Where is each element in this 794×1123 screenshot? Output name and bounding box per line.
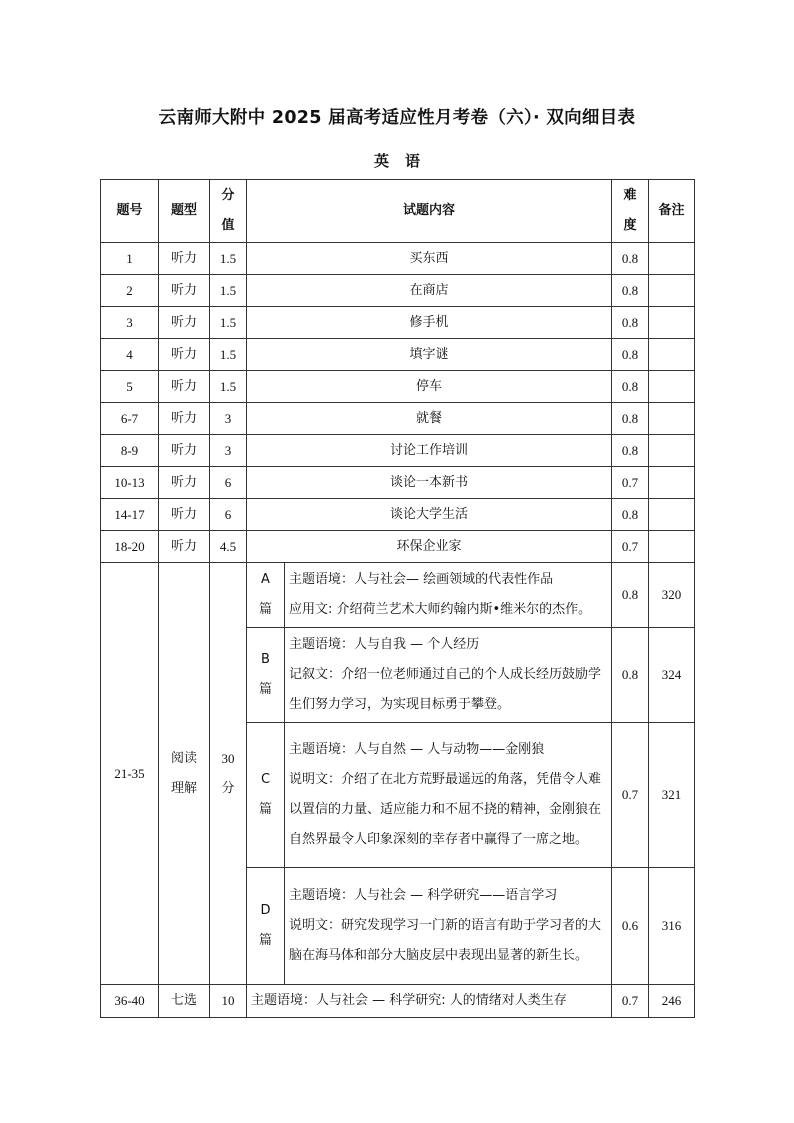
page-title: 云南师大附中 2025 届高考适应性月考卷（六）· 双向细目表: [158, 108, 636, 128]
passage-line: 主题语境：人与自然 — 人与动物——金刚狼: [289, 742, 545, 757]
row-content: 在商店: [247, 275, 612, 307]
header-type: 题型: [159, 180, 210, 243]
header-score-top: 分: [221, 188, 235, 203]
table-row: [101, 339, 695, 371]
seven-diff: 0.7: [612, 985, 649, 1018]
row-score: 1.5: [210, 307, 247, 339]
table-row: [101, 275, 695, 307]
row-difficulty: 0.8: [612, 435, 649, 467]
seven-score: 10: [210, 985, 247, 1018]
passage-diff-c: 0.7: [612, 723, 649, 868]
passage-label-c: [247, 723, 285, 868]
reading-score: [210, 563, 247, 985]
row-difficulty: 0.8: [612, 307, 649, 339]
row-type: 听力: [159, 275, 210, 307]
row-num: 4: [101, 339, 159, 371]
reading-type-top: 阅读: [170, 750, 197, 766]
row-score: 3: [210, 435, 247, 467]
row-note: [649, 435, 695, 467]
row-num: 18-20: [101, 531, 159, 563]
row-type: 听力: [159, 339, 210, 371]
row-content: 谈论一本新书: [247, 467, 612, 499]
row-num: 8-9: [101, 435, 159, 467]
header-difficulty: [612, 180, 649, 243]
passage-pian: 篇: [258, 682, 272, 697]
row-num: 5: [101, 371, 159, 403]
seven-choice-row: [101, 985, 695, 1018]
row-content: 讨论工作培训: [247, 435, 612, 467]
row-content: 谈论大学生活: [247, 499, 612, 531]
passage-content-a: [285, 563, 612, 628]
row-score: 1.5: [210, 371, 247, 403]
row-score: 6: [210, 499, 247, 531]
spec-table: [100, 179, 695, 1018]
reading-score-bottom: 分: [221, 780, 235, 796]
reading-type: [159, 563, 210, 985]
reading-score-top: 30: [221, 750, 235, 766]
header-content: 试题内容: [247, 180, 612, 243]
table-row: [101, 435, 695, 467]
passage-label-d: [247, 868, 285, 985]
row-difficulty: 0.8: [612, 403, 649, 435]
row-note: [649, 275, 695, 307]
row-difficulty: 0.8: [612, 243, 649, 275]
row-score: 1.5: [210, 275, 247, 307]
reading-row-a: [101, 563, 695, 628]
passage-note-d: 316: [649, 868, 695, 985]
passage-note-c: 321: [649, 723, 695, 868]
row-content: 修手机: [247, 307, 612, 339]
header-num: 题号: [101, 180, 159, 243]
header-row: [101, 180, 695, 243]
row-type: 听力: [159, 499, 210, 531]
header-diff-top: 难: [623, 188, 637, 203]
row-score: 3: [210, 403, 247, 435]
table-row: [101, 403, 695, 435]
row-content: 停车: [247, 371, 612, 403]
seven-content: 主题语境：人与社会 — 科学研究: 人的情绪对人类生存: [247, 985, 612, 1018]
passage-label-b: [247, 628, 285, 723]
passage-letter: D: [260, 903, 271, 918]
passage-pian: 篇: [258, 602, 272, 617]
row-num: 6-7: [101, 403, 159, 435]
table-row: [101, 371, 695, 403]
row-type: 听力: [159, 531, 210, 563]
row-note: [649, 243, 695, 275]
row-type: 听力: [159, 467, 210, 499]
row-difficulty: 0.7: [612, 531, 649, 563]
row-note: [649, 371, 695, 403]
passage-line: 主题语境：人与社会 — 科学研究——语言学习: [289, 888, 558, 903]
row-note: [649, 339, 695, 371]
subject-title: 英语: [373, 152, 436, 170]
row-type: 听力: [159, 435, 210, 467]
passage-line: 说明文：研究发现学习一门新的语言有助于学习者的大脑在海马体和部分大脑皮层中表现出显著的新生长。: [289, 918, 602, 963]
reading-type-bottom: 理解: [170, 780, 197, 796]
table-row: [101, 499, 695, 531]
passage-diff-b: 0.8: [612, 628, 649, 723]
passage-content-c: [285, 723, 612, 868]
passage-content-b: [285, 628, 612, 723]
table-row: [101, 307, 695, 339]
passage-note-a: 320: [649, 563, 695, 628]
row-num: 3: [101, 307, 159, 339]
seven-note: 246: [649, 985, 695, 1018]
reading-num: 21-35: [101, 563, 159, 985]
row-note: [649, 531, 695, 563]
passage-line: 应用文: 介绍荷兰艺术大师约翰内斯•维米尔的杰作。: [289, 602, 592, 617]
row-num: 2: [101, 275, 159, 307]
row-difficulty: 0.8: [612, 499, 649, 531]
row-note: [649, 467, 695, 499]
header-score-bottom: 值: [221, 218, 235, 233]
seven-type: 七选: [159, 985, 210, 1018]
header-score: [210, 180, 247, 243]
row-type: 听力: [159, 307, 210, 339]
row-note: [649, 403, 695, 435]
passage-letter: C: [260, 772, 271, 787]
row-type: 听力: [159, 371, 210, 403]
header-diff-bottom: 度: [623, 218, 637, 233]
row-content: 就餐: [247, 403, 612, 435]
row-num: 1: [101, 243, 159, 275]
row-type: 听力: [159, 403, 210, 435]
passage-content-d: [285, 868, 612, 985]
passage-pian: 篇: [258, 802, 272, 817]
row-num: 10-13: [101, 467, 159, 499]
row-difficulty: 0.8: [612, 275, 649, 307]
passage-pian: 篇: [258, 933, 272, 948]
row-score: 4.5: [210, 531, 247, 563]
passage-line: 记叙文：介绍一位老师通过自己的个人成长经历鼓励学生们努力学习，为实现目标勇于攀登。: [289, 667, 602, 712]
passage-letter: B: [261, 652, 270, 667]
row-type: 听力: [159, 243, 210, 275]
row-content: 填字谜: [247, 339, 612, 371]
passage-diff-a: 0.8: [612, 563, 649, 628]
passage-line: 主题语境：人与自我 — 个人经历: [289, 637, 480, 652]
row-note: [649, 307, 695, 339]
row-score: 1.5: [210, 339, 247, 371]
header-note: 备注: [649, 180, 695, 243]
row-num: 14-17: [101, 499, 159, 531]
passage-line: 主题语境：人与社会— 绘画领域的代表性作品: [289, 572, 554, 587]
row-difficulty: 0.8: [612, 339, 649, 371]
row-difficulty: 0.8: [612, 371, 649, 403]
table-row: [101, 531, 695, 563]
seven-num: 36-40: [101, 985, 159, 1018]
row-content: 买东西: [247, 243, 612, 275]
row-score: 1.5: [210, 243, 247, 275]
row-score: 6: [210, 467, 247, 499]
passage-line: 说明文：介绍了在北方荒野最遥远的角落，凭借令人难以置信的力量、适应能力和不屈不挠的精神，金刚狼在自然界最令人印象深刻的幸存者中赢得了一席之地。: [289, 772, 602, 847]
row-content: 环保企业家: [247, 531, 612, 563]
passage-note-b: 324: [649, 628, 695, 723]
passage-letter: A: [261, 572, 270, 587]
table-row: [101, 467, 695, 499]
row-note: [649, 499, 695, 531]
table-row: [101, 243, 695, 275]
passage-label-a: [247, 563, 285, 628]
passage-diff-d: 0.6: [612, 868, 649, 985]
row-difficulty: 0.7: [612, 467, 649, 499]
